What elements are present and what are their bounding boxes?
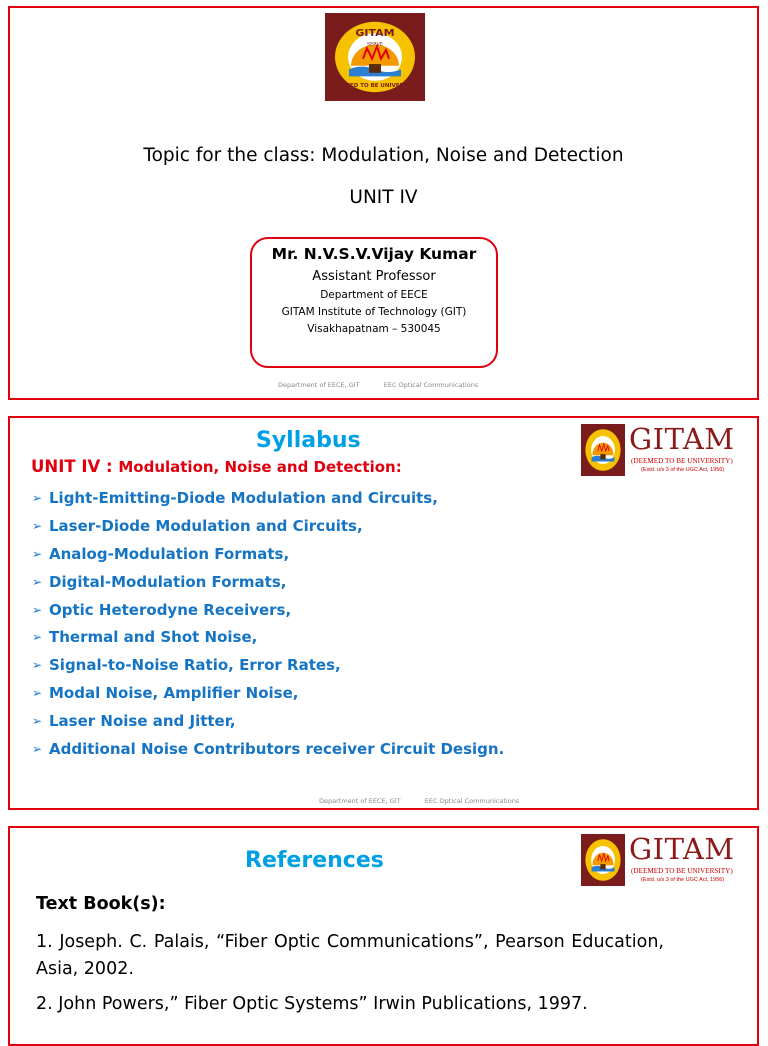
list-item: ➢ Laser Noise and Jitter, — [32, 708, 504, 736]
list-item: ➢ Signal-to-Noise Ratio, Error Rates, — [32, 652, 504, 680]
arrow-bullet-icon: ➢ — [32, 602, 43, 617]
references-slide — [8, 826, 759, 1046]
presenter-card — [250, 237, 498, 368]
list-item: ➢ Thermal and Shot Noise, — [32, 624, 504, 652]
unit-heading — [31, 457, 402, 476]
logo-bottom-text: DEEMED TO BE UNIVERSITY — [332, 83, 418, 89]
brand-name: GITAM — [629, 832, 735, 866]
brand-name: GITAM — [629, 422, 735, 456]
slide-footer — [278, 381, 500, 389]
brand-subtitle: (DEEMED TO BE UNIVERSITY) — [631, 457, 733, 465]
footer-dept: Department of EECE, GIT — [278, 381, 360, 389]
arrow-bullet-icon: ➢ — [32, 742, 43, 757]
class-topic: Topic for the class: Modulation, Noise and Detection — [143, 145, 624, 166]
brand-subtitle: (DEEMED TO BE UNIVERSITY) — [631, 867, 733, 875]
slide-title: Syllabus — [256, 428, 361, 453]
list-item: ➢ Light-Emitting-Diode Modulation and Circuits, — [32, 485, 504, 513]
footer-course: EEC Optical Communications — [424, 797, 520, 805]
gitam-logo-icon — [581, 424, 625, 476]
list-item: ➢ Analog-Modulation Formats, — [32, 541, 504, 569]
arrow-bullet-icon: ➢ — [32, 630, 43, 645]
list-item: ➢ Modal Noise, Amplifier Noise, — [32, 680, 504, 708]
syllabus-slide — [8, 416, 759, 810]
slide-title: References — [245, 848, 384, 873]
unit-prefix: UNIT IV : — [31, 457, 119, 476]
presenter-city: Visakhapatnam – 530045 — [307, 323, 441, 335]
arrow-bullet-icon: ➢ — [32, 574, 43, 589]
brand-estd: (Estd. u/s 3 of the UGC Act, 1956) — [641, 467, 725, 473]
arrow-bullet-icon: ➢ — [32, 658, 43, 673]
presenter-department: Department of EECE — [320, 289, 428, 301]
list-item: ➢ Additional Noise Contributors receiver Circuit Design. — [32, 736, 504, 764]
slide-footer — [319, 797, 541, 805]
arrow-bullet-icon: ➢ — [32, 491, 43, 505]
list-item: ➢ Laser-Diode Modulation and Circuits, — [32, 513, 504, 541]
gitam-brand — [581, 834, 749, 890]
arrow-bullet-icon: ➢ — [32, 686, 43, 701]
arrow-bullet-icon: ➢ — [32, 714, 43, 729]
unit-topic: Modulation, Noise and Detection: — [118, 458, 402, 476]
presenter-name: Mr. N.V.S.V.Vijay Kumar — [271, 245, 477, 263]
logo-motto: SERVE — [366, 42, 384, 48]
arrow-bullet-icon: ➢ — [32, 518, 43, 533]
list-item: ➢ Optic Heterodyne Receivers, — [32, 597, 504, 625]
reference-item: 2. John Powers,” Fiber Optic Systems” Irwin Publications, 1997. — [36, 994, 588, 1014]
arrow-bullet-icon: ➢ — [32, 546, 43, 561]
reference-item: 1. Joseph. C. Palais, “Fiber Optic Communications”, Pearson Education, Asia, 2002. — [36, 932, 664, 979]
logo-top-text: GITAM — [355, 27, 395, 39]
title-slide — [8, 6, 759, 400]
gitam-logo-icon — [325, 13, 425, 101]
textbooks-label: Text Book(s): — [36, 894, 166, 914]
footer-course: EEC Optical Communications — [383, 381, 479, 389]
gitam-logo-icon — [581, 834, 625, 886]
presenter-title: Assistant Professor — [312, 269, 436, 284]
unit-label: UNIT IV — [349, 187, 418, 208]
list-item: ➢ Digital-Modulation Formats, — [32, 569, 504, 597]
brand-estd: (Estd. u/s 3 of the UGC Act, 1956) — [641, 877, 725, 883]
footer-dept: Department of EECE, GIT — [319, 797, 401, 805]
syllabus-list — [32, 485, 504, 764]
presenter-institute: GITAM Institute of Technology (GIT) — [281, 306, 467, 318]
gitam-brand — [581, 424, 749, 480]
